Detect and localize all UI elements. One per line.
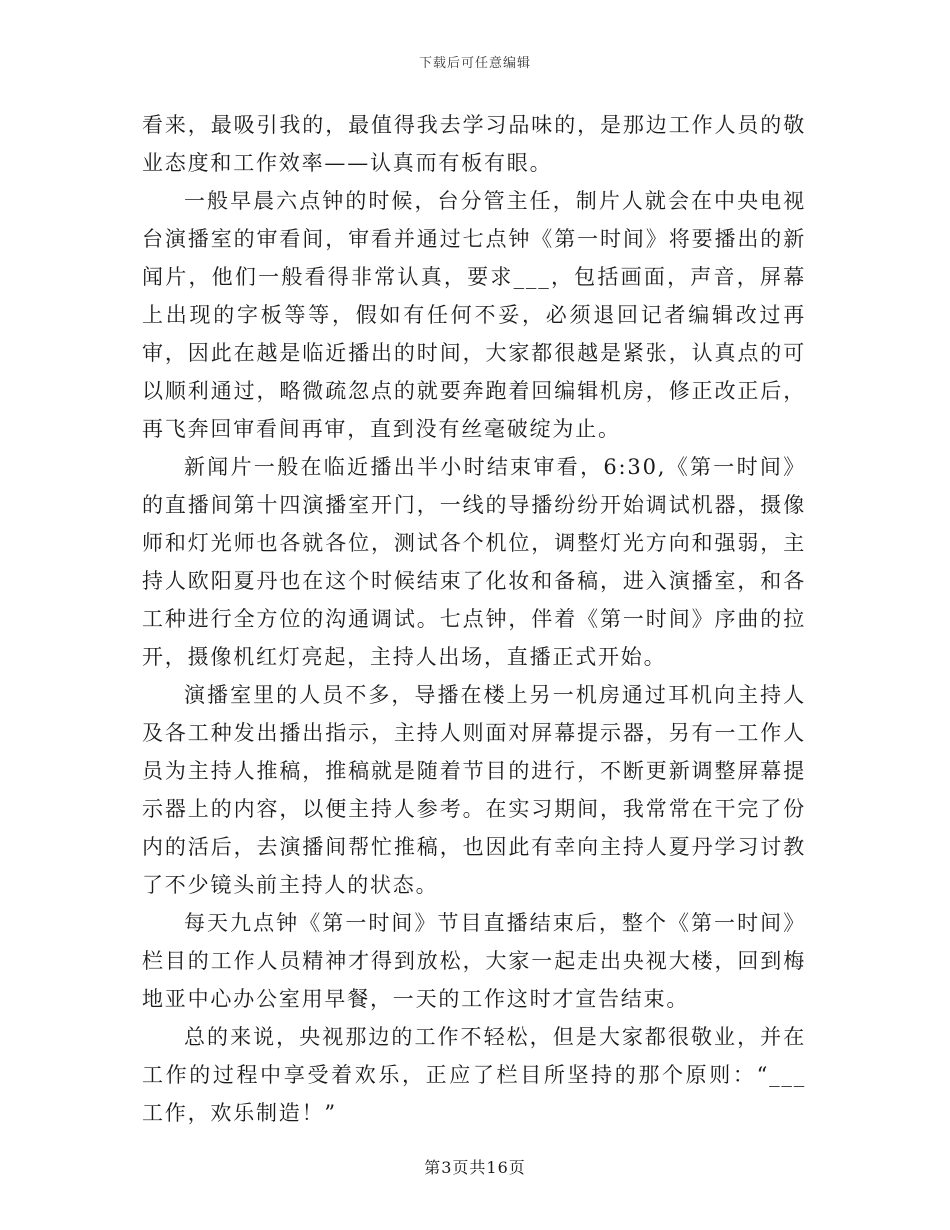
document-body: [142, 106, 806, 1132]
page-header: 下载后可任意编辑: [418, 56, 531, 71]
paragraph-continuation: 看来，最吸引我的，最值得我去学习品味的，是那边工作人员的敬业态度和工作效率——认真而有板有眼。: [142, 113, 806, 175]
paragraph: 每天九点钟《第一时间》节目直播结束后，整个《第一时间》栏目的工作人员精神才得到放松，大家一起走出央视大楼，回到梅地亚中心办公室用早餐，一天的工作这时才宣告结束。: [142, 911, 806, 1011]
paragraph: 总的来说，央视那边的工作不轻松，但是大家都很敬业，并在工作的过程中享受着欢乐，正应了栏目所坚持的那个原则：“___工作，欢乐制造！”: [142, 1025, 806, 1125]
paragraph: 一般早晨六点钟的时候，台分管主任，制片人就会在中央电视台演播室的审看间，审看并通过七点钟《第一时间》将要播出的新闻片，他们一般看得非常认真，要求___，包括画面，声音，屏幕上出现的字板等等，假如有任何不妥，必须退回记者编辑改过再审，因此在越是临近播出的时间，大家都很越是紧张，认真点的可以顺利通过，略微疏忽点的就要奔跑着回编辑机房，修正改正后，再飞奔回审看间再审，直到没有丝毫破绽为止。: [142, 189, 806, 441]
paragraph: 演播室里的人员不多，导播在楼上另一机房通过耳机向主持人及各工种发出播出指示，主持人则面对屏幕提示器，另有一工作人员为主持人推稿，推稿就是随着节目的进行，不断更新调整屏幕提示器上的内容，以便主持人参考。在实习期间，我常常在干完了份内的活后，去演播间帮忙推稿，也因此有幸向主持人夏丹学习讨教了不少镜头前主持人的状态。: [142, 683, 806, 897]
page-number: 第3页共16页: [424, 1158, 526, 1177]
paragraph: 新闻片一般在临近播出半小时结束审看，6:30,《第一时间》的直播间第十四演播室开门，一线的导播纷纷开始调试机器，摄像师和灯光师也各就各位，测试各个机位，调整灯光方向和强弱，主持人欧阳夏丹也在这个时候结束了化妆和备稿，进入演播室，和各工种进行全方位的沟通调试。七点钟，伴着《第一时间》序曲的拉开，摄像机红灯亮起，主持人出场，直播正式开始。: [142, 455, 806, 669]
